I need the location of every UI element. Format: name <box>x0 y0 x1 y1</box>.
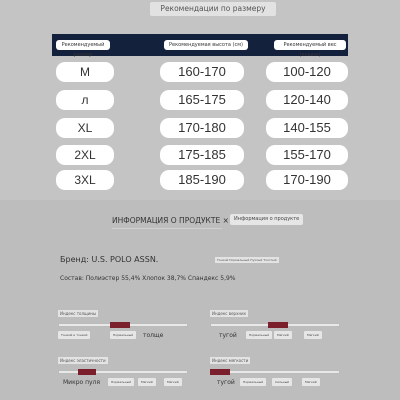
metric-softness <box>210 310 340 344</box>
metric-label: Индекс эластичности <box>60 358 106 363</box>
metric-option: Мягкий <box>302 378 320 386</box>
size-chart-title: Рекомендации по размеру <box>150 2 276 16</box>
size-cell: 3XL <box>56 170 114 190</box>
metric-option: Мягкий <box>304 331 322 339</box>
metric-options <box>210 378 340 388</box>
size-cell: M <box>56 62 114 82</box>
metric-label: Индекс верхних <box>212 311 247 316</box>
metric-thickness <box>58 310 188 344</box>
table-row <box>52 143 348 167</box>
header-height: Рекомендуемая высота (см) <box>164 40 248 50</box>
height-cell: 175-185 <box>160 145 244 165</box>
metric-option: толще <box>143 332 164 339</box>
height-cell: 185-190 <box>160 170 244 190</box>
height-cell: 165-175 <box>160 90 244 110</box>
metric-option: тугой <box>219 332 237 339</box>
size-cell: 2XL <box>56 145 114 165</box>
height-cell: 170-180 <box>160 118 244 138</box>
product-info <box>0 200 400 400</box>
metric-elasticity <box>58 357 188 391</box>
weight-cell: 120-140 <box>266 90 348 110</box>
metric-options <box>210 331 340 341</box>
size-cell: л <box>56 90 114 110</box>
metric-option: Тонкий и тонкий <box>58 331 90 339</box>
metric-option: Нормальный <box>108 378 134 386</box>
metric-option: Мягкий <box>274 331 292 339</box>
metric-fill <box>78 369 96 375</box>
table-row <box>52 168 348 192</box>
weight-cell: 170-190 <box>266 170 348 190</box>
metric-option: Сильный <box>272 378 292 386</box>
header-weight: Рекомендуемый вес (кошки) <box>274 40 346 50</box>
size-cell: XL <box>56 118 114 138</box>
metric-options <box>58 378 188 388</box>
metric-options <box>58 331 188 341</box>
tab-product-info-active[interactable]: ИНФОРМАЦИЯ О ПРОДУКТЕ × <box>112 216 229 225</box>
metric-fill <box>210 369 230 375</box>
table-row <box>52 116 348 140</box>
tab-underline <box>112 228 222 229</box>
metric-fill <box>268 322 288 328</box>
fit-label: Тонкий Нормальный Пухлый Толстый <box>217 258 277 262</box>
metric-option: Нормальный <box>110 331 136 339</box>
composition-text: Состав: Полиэстер 55,4% Хлопок 38,7% Спандекс 5,9% <box>60 275 236 282</box>
metric-option: Нормальный <box>240 378 266 386</box>
metric-label: Индекс толщины <box>60 311 97 316</box>
metric-fill <box>110 322 130 328</box>
size-chart-header <box>52 34 348 56</box>
header-size: Рекомендуемый размер <box>56 40 110 50</box>
weight-cell: 140-155 <box>266 118 348 138</box>
height-cell: 160-170 <box>160 62 244 82</box>
weight-cell: 100-120 <box>266 62 348 82</box>
table-row <box>52 88 348 112</box>
table-row <box>52 60 348 84</box>
metric-option: Микро пуля <box>63 379 101 386</box>
metric-label: Индекс мягкости <box>212 358 249 363</box>
metric-softness-2 <box>210 357 340 391</box>
metric-option: Мягкий <box>138 378 156 386</box>
brand-text: Бренд: U.S. POLO ASSN. <box>60 255 159 264</box>
metric-option: Мягкий <box>164 378 182 386</box>
metric-option: Нормальный <box>246 331 272 339</box>
tab-product-info[interactable]: Информация о продукте <box>230 214 303 225</box>
weight-cell: 155-170 <box>266 145 348 165</box>
metric-option: тугой <box>217 379 235 386</box>
